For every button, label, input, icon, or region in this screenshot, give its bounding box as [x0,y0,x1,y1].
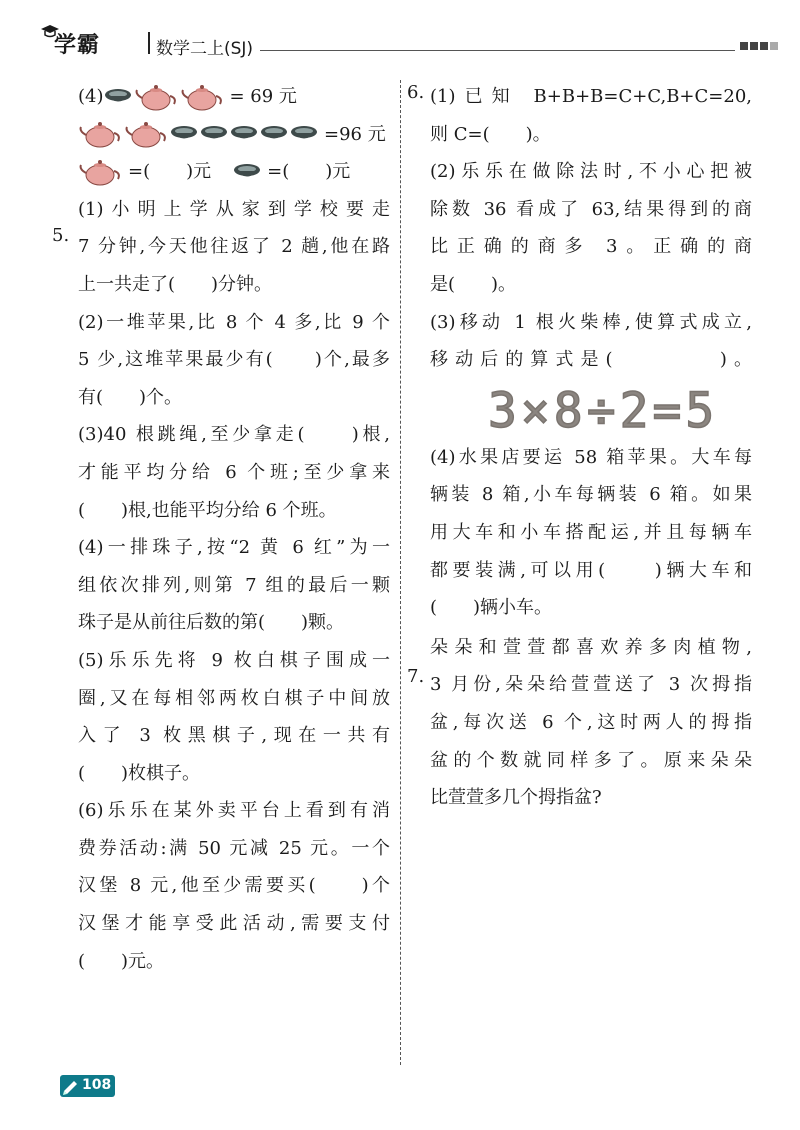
tea-bowl-icon [233,162,261,182]
q6-line: 都要装满,可以用( )辆大车和 [430,559,752,581]
q5-line: 组依次排列,则第 7 组的最后一颗 [78,574,390,596]
q5-line: 费券活动:满 50 元减 25 元。一个 [78,837,390,859]
teapot-icon [124,119,168,149]
q5-line: (3)40 根跳绳,至少拿走( )根, [78,424,390,446]
q6-line: 移动后的算式是( )。 [430,349,752,371]
q4-row-2 [78,116,390,154]
q4-row-3 [78,153,390,191]
teapot-icon [134,82,178,112]
q5-line: (4)一排珠子,按“2 黄 6 红”为一 [78,537,390,559]
header-squares-icon [740,42,778,50]
q5-line: (1)小明上学从家到学校要走 [78,198,390,220]
tea-bowl-icon [200,124,228,144]
tea-bowl-icon [170,124,198,144]
q5-line: 圈,又在每相邻两枚白棋子中间放 [78,687,390,709]
tea-bowl-icon [230,124,258,144]
header-separator [148,32,150,54]
q7-line: 比萱萱多几个拇指盆? [430,787,602,809]
q6-line: ( )辆小车。 [430,597,553,619]
q5-line: 汉堡才能享受此活动,需要支付 [78,913,390,935]
q5-line: 才能平均分给 6 个班;至少拿来 [78,461,390,483]
pencil-icon [62,1077,80,1095]
q5-line: (6)乐乐在某外卖平台上看到有消 [78,800,390,822]
q6-line: (1)已知 B+B+B=C+C,B+C=20, [430,86,752,107]
q6-line: 辆装 8 箱,小车每辆装 6 箱。如果 [430,484,752,506]
q4-row-1 [78,78,390,116]
page-number: 108 [82,1077,112,1093]
q5-line: 有( )个。 [78,386,183,408]
q5-line: ( )根,也能平均分给 6 个班。 [78,499,337,521]
tea-bowl-icon [104,87,132,107]
q5-line: 5 少,这堆苹果最少有( )个,最多 [78,349,390,371]
q6-line: (3)移动 1 根火柴棒,使算式成立, [430,311,752,333]
page-footer [60,1075,115,1099]
matchstick-equation-text: 3×8÷2=5 [488,382,719,439]
q5-line: ( )元。 [78,950,165,972]
q4-label: (4) [78,86,104,107]
q5-line: 汉堡 8 元,他至少需要买( )个 [78,875,390,897]
q6-line: 是( )。 [430,273,517,295]
header-rule [260,50,735,51]
left-column [78,78,390,980]
q4-bowl-answer: =( )元 [267,161,351,183]
right-column [430,78,752,817]
page-header [40,28,760,66]
teapot-icon [78,157,122,187]
q5-line: 珠子是从前往后数的第( )颗。 [78,612,345,634]
question-5-number: 5. [52,225,70,246]
q7-line: 盆的个数就同样多了。原来朵朵 [430,749,752,771]
q5-line: (5)乐乐先将 9 枚白棋子围成一 [78,649,390,671]
q7-line: 3 月份,朵朵给萱萱送了 3 次拇指 [430,674,752,696]
q5-line: 上一共走了( )分钟。 [78,273,273,295]
teapot-icon [180,82,224,112]
q4-row2-equation: =96 元 [324,123,386,145]
column-divider [400,80,401,1065]
brand-logo: 学霸 [54,33,101,58]
tea-bowl-icon [290,124,318,144]
q6-line: 除数 36 看成了 63,结果得到的商 [430,198,752,220]
teapot-icon [78,119,122,149]
q6-line: (4)水果店要运 58 箱苹果。大车每 [430,446,752,468]
q5-line: (2)一堆苹果,比 8 个 4 多,比 9 个 [78,311,390,333]
matchstick-equation [430,383,752,439]
question-7-number: 7. [407,666,425,687]
q4-row1-equation: = 69 元 [229,86,297,107]
q4-teapot-answer: =( )元 [128,161,212,183]
tea-bowl-icon [260,124,288,144]
q7-line: 盆,每次送 6 个,这时两人的拇指 [430,711,752,733]
subject-title: 数学二上(SJ) [156,39,254,59]
q7-line: 朵朵和萱萱都喜欢养多肉植物, [430,636,752,658]
q6-line: 比正确的商多 3。正确的商 [430,236,752,258]
q6-line: 则 C=( )。 [430,123,551,145]
question-6-number: 6. [407,82,425,103]
q5-line: ( )枚棋子。 [78,762,201,784]
q5-line: 入了 3 枚黑棋子,现在一共有 [78,725,390,747]
q6-line: 用大车和小车搭配运,并且每辆车 [430,521,752,543]
q5-line: 7 分钟,今天他往返了 2 趟,他在路 [78,236,390,258]
q6-line: (2)乐乐在做除法时,不小心把被 [430,161,752,183]
